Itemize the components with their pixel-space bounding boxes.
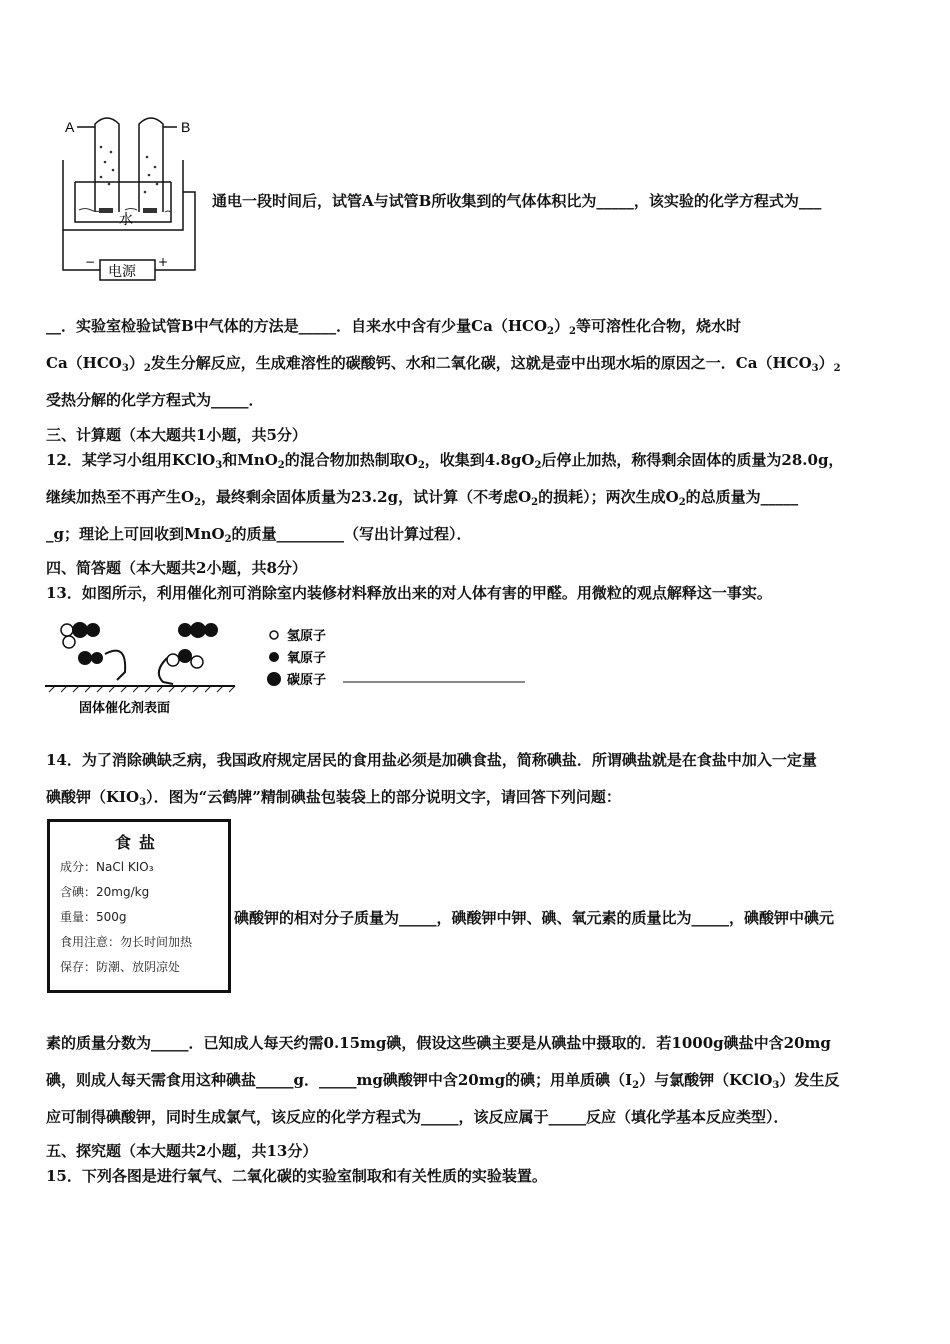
q15-text: 15．下列各图是进行氧气、二氧化碳的实验室制取和有关性质的实验装置。 (46, 1167, 547, 1185)
q11-line2: __．实验室检验试管B中气体的方法是_____．自来水中含有少量$Ca(HCO_2)_2$等可溶性化合物，烧水时 (46, 317, 741, 337)
q11-line1: 通电一段时间后，试管A与试管B所收集到的气体体积比为_____，该实验的化学方程式为___ (212, 192, 822, 210)
plus-terminal: + (158, 255, 169, 269)
q12-line3: _g；理论上可回收到MnO$_2$的质量_________（写出计算过程）． (46, 525, 472, 545)
legend-oxygen: 氧原子 (287, 651, 327, 666)
power-source-label: 电源 (108, 264, 136, 280)
q12-line1: 12．某学习小组用KClO$_3$和MnO$_2$的混合物加热制取$O_2$，收集到$4.8gO_2$后停止加热，称得剩余固体的质量为28.0g， (46, 451, 844, 471)
tube-b-label: B (181, 119, 191, 135)
q14-line2: 碘酸钾$(KIO_3)$．图为“云鹤牌”精制碘盐包装袋上的部分说明文字，请回答下列问题： (46, 788, 621, 808)
water-label: 水 (119, 212, 133, 228)
q13-text: 13．如图所示，利用催化剂可消除室内装修材料释放出来的对人体有害的甲醛。用微粒的观点解释这一事实。 (46, 584, 772, 602)
q14-line1: 14．为了消除碘缺乏病，我国政府规定居民的食用盐必须是加碘食盐，简称碘盐．所谓碘盐就是在食盐中加入一定量 (46, 751, 817, 769)
minus-terminal: − (85, 255, 96, 269)
salt-label-title: 食盐 (114, 833, 163, 852)
salt-package-label (47, 819, 231, 993)
section5-heading: 五、探究题（本大题共2小题，共13分） (46, 1142, 318, 1160)
section3-heading: 三、计算题（本大题共1小题，共5分） (46, 426, 307, 444)
q12-line2: 继续加热至不再产生$O_2$，最终剩余固体质量为23.2g，试计算（不考虑$O_2$的损耗）；两次生成$O_2$的总质量为_____ (46, 488, 799, 508)
salt-ingredients: 成分：NaCl KIO₃ (60, 860, 154, 874)
q11-line3: $Ca(HCO_3)_2$发生分解反应，生成难溶性的碳酸钙、水和二氧化碳，这就是壶中出现水垢的原因之一．$Ca(HCO_3)_2$ (46, 354, 841, 374)
legend-carbon: 碳原子 (287, 673, 327, 688)
q11-line4: 受热分解的化学方程式为_____． (46, 391, 264, 409)
catalyst-figure (45, 612, 535, 720)
legend-hydrogen: 氢原子 (287, 629, 327, 644)
tube-a-label: A (65, 119, 75, 135)
q14-line5: 碘，则成人每天需食用这种碘盐_____g．_____mg碘酸钾中含20mg的碘；用单质碘$(I_2)$与氯酸钾（KClO$_3$）发生反 (46, 1071, 840, 1091)
salt-storage: 保存：防潮、放阴凉处 (60, 960, 181, 974)
q14-line4: 素的质量分数为_____．已知成人每天约需0.15mg碘，假设这些碘主要是从碘盐中摄取的．若1000g碘盐中含20mg (46, 1034, 831, 1052)
q14-line6: 应可制得碘酸钾，同时生成氯气，该反应的化学方程式为_____，该反应属于_____反应（填化学基本反应类型）． (46, 1108, 789, 1126)
q14-line3: 碘酸钾的相对分子质量为_____，碘酸钾中钾、碘、氧元素的质量比为_____，碘酸钾中碘元 (234, 909, 835, 927)
salt-weight: 重量：500g (60, 910, 127, 924)
section4-heading: 四、简答题（本大题共2小题，共8分） (46, 559, 307, 577)
electrolysis-figure (55, 112, 210, 282)
salt-usage-note: 食用注意：勿长时间加热 (60, 935, 193, 949)
catalyst-surface-label: 固体催化剂表面 (79, 701, 171, 716)
salt-iodine-content: 含碘：20mg/kg (60, 885, 150, 899)
